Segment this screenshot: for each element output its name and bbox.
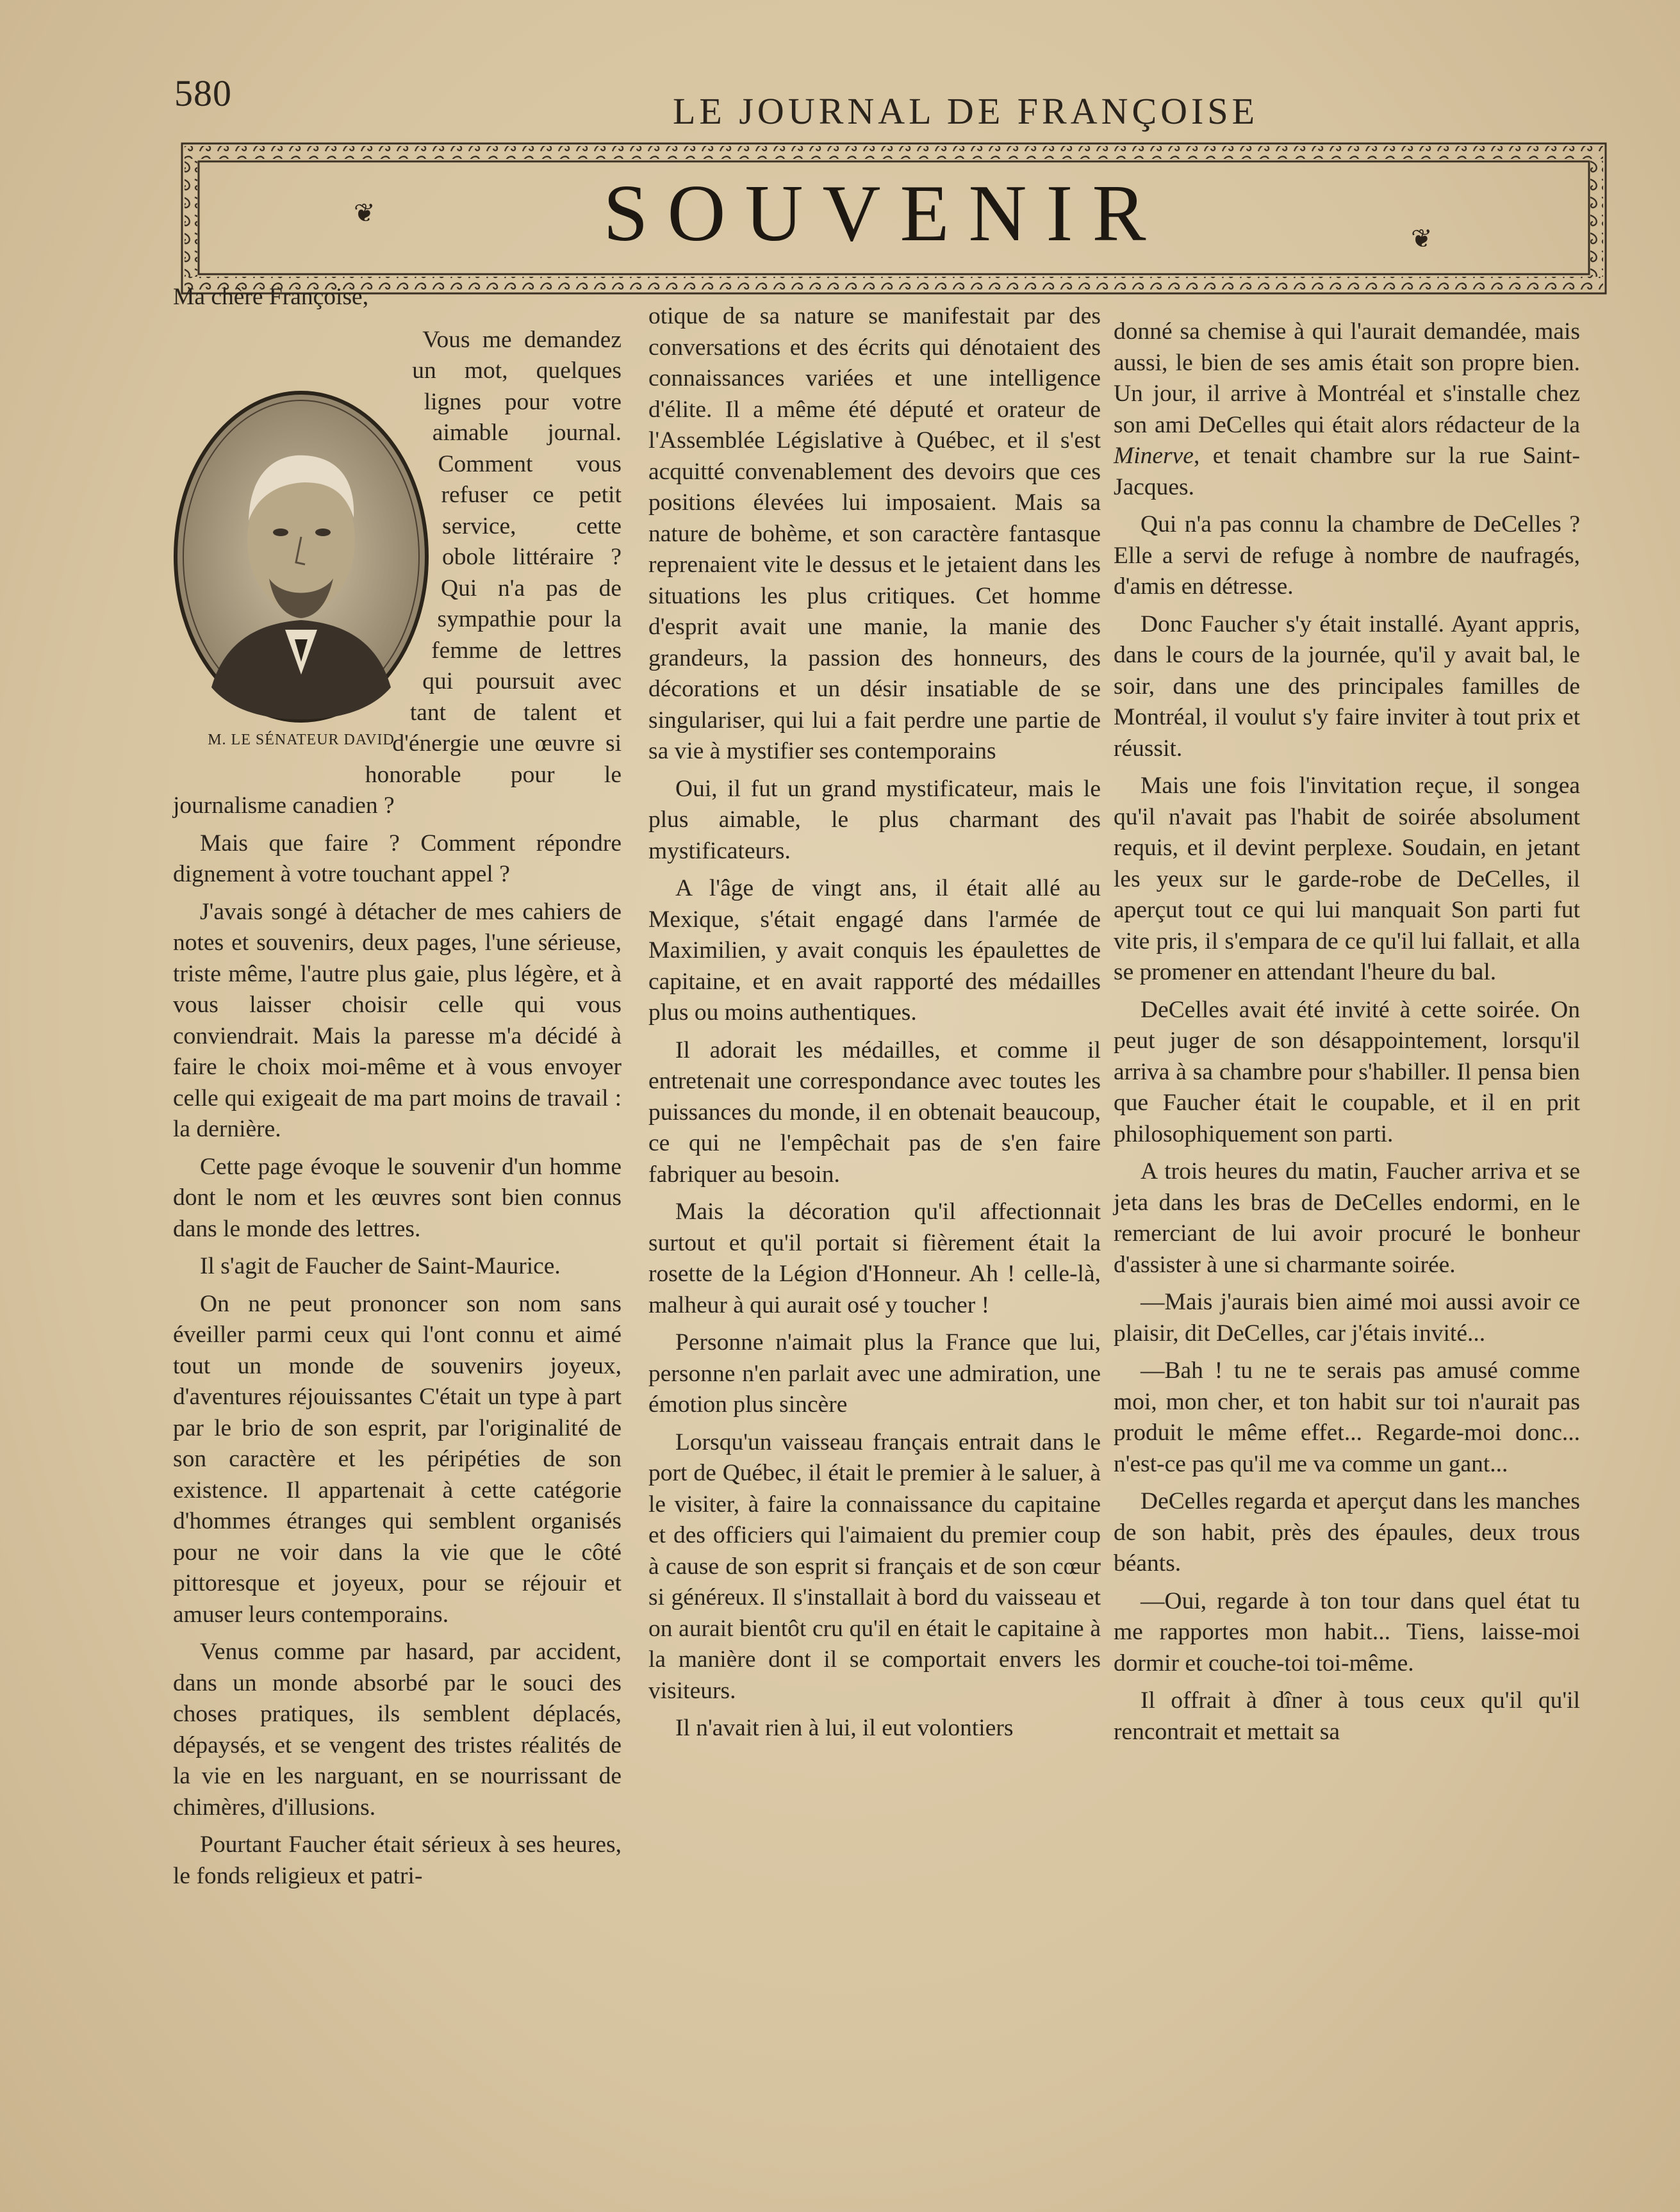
paragraph: Lorsqu'un vaisseau français entrait dans le port de Québec, il était le premier à le saluer, à le visiter, à faire la connaissance du capitaine et des officiers qui l'aimaient du premier coup à cause de son esprit si français et de son cœur si généreux. Il s'installait à bord du vaisseau et on aurait bientôt cru qu'il en était le capitaine à la manière dont il se comportait envers les visiteurs. <box>648 1429 1101 1704</box>
paragraph: Il offrait à dîner à tous ceux qu'il qu'il rencontrait et mettait sa <box>1114 1687 1580 1745</box>
paragraph: Venus comme par hasard, par accident, dans un monde absorbé par le souci des choses pratiques, ils semblent déplacés, dépaysés, et se vengent des tristes réalités de la vie en les narguant, en se nourrissant de chimères, d'illusions. <box>173 1639 622 1821</box>
paragraph <box>1114 316 1580 503</box>
paragraph: Il adorait les médailles, et comme il entretenait une correspondance avec toutes les puissances du monde, il en obtenait beaucoup, ce qui ne l'empêchait pas de s'en faire fabriquer au besoin. <box>648 1036 1101 1188</box>
leaf-ornament-icon: ❦ <box>1411 224 1433 254</box>
paragraph: —Bah ! tu ne te serais pas amusé comme moi, mon cher, et ton habit sur toi n'aurait pas produit le même effet... Regarde-moi donc... n'est-ce pas qu'il me va comme un gant... <box>1114 1357 1580 1477</box>
salutation: Ma chère Françoise, <box>173 284 369 310</box>
paragraph: Mais que faire ? Comment répondre dignement à votre touchant appel ? <box>173 830 622 887</box>
paragraph: —Mais j'aurais bien aimé moi aussi avoir ce plaisir, dit DeCelles, car j'étais invité... <box>1114 1289 1580 1347</box>
leaf-ornament-icon: ❦ <box>354 199 375 228</box>
paragraph: Mais la décoration qu'il affectionnait surtout et qu'il portait si fièrement était la rosette de la Légion d'Honneur. Ah ! celle-là, malheur à qui aurait osé y toucher ! <box>648 1199 1101 1318</box>
paragraph: Il n'avait rien à lui, il eut volontiers <box>675 1715 1014 1741</box>
paragraph: —Oui, regarde à ton tour dans quel état tu me rapportes mon habit... Tiens, laisse-moi dormir et couche-toi toi-même. <box>1114 1587 1580 1676</box>
paragraph: Qui n'a pas connu la chambre de DeCelles ? Elle a servi de refuge à nombre de naufragés, d'amis en détresse. <box>1114 511 1580 600</box>
paragraph: Cette page évoque le souvenir d'un homme dont le nom et les œuvres sont bien connus dans le monde des lettres. <box>173 1153 622 1242</box>
page-number: 580 <box>174 72 232 114</box>
article-column-2 <box>648 301 1101 1751</box>
article-column-1 <box>173 282 622 1898</box>
portrait-image <box>167 386 436 732</box>
portrait-figure <box>167 386 436 790</box>
newspaper-name: Minerve <box>1114 443 1194 469</box>
article-column-3 <box>1114 316 1580 1754</box>
paragraph: J'avais songé à détacher de mes cahiers de notes et souvenirs, deux pages, l'une sérieuse, triste même, l'autre plus gaie, plus légère, et à vous laisser choisir celle qui vous conviendrait. Mais la paresse m'a décidé à faire le choix moi-même et à vous envoyer celle qui exigeait de ma part moins de travail : la dernière. <box>173 898 622 1142</box>
paragraph: Oui, il fut un grand mystificateur, mais le plus aimable, le plus charmant des mystificateurs. <box>648 775 1101 864</box>
paragraph: Personne n'aimait plus la France que lui, personne n'en parlait avec une admiration, une émotion plus sincère <box>648 1329 1101 1418</box>
section-title: SOUVENIR <box>603 169 1165 258</box>
running-head: LE JOURNAL DE FRANÇOISE <box>673 90 1259 132</box>
paragraph: otique de sa nature se manifestait par des conversations et des écrits qui dénotaient des connaissances variées et une intelligence d'élite. Il a même été député et orateur de l'Assemblée Législative à Québec, et il s'est acquitté convenablement des devoirs que ces positions élevées lui imposaient. Mais sa nature de bohème, et son caractère fantasque reprenaient vite le dessus et le jetaient dans les situations les plus critiques. Cet homme d'esprit avait une manie, la manie des grandeurs, la passion des honneurs, des décorations et un désir insatiable de se singulariser, qui lui a fait perdre une partie de sa vie à mystifier ses contemporains <box>648 303 1101 764</box>
paragraph: On ne peut prononcer son nom sans éveiller parmi ceux qui l'ont connu et aimé tout un monde de souvenirs joyeux, d'aventures réjouissantes C'était un type à part par le brio de son esprit, par l'originalité de son caractère et les péripéties de son existence. Il appartenait à cette catégorie d'hommes étranges qui semblent organisés pour ne voir dans la vie que le côté pittoresque et joyeux, pour se réjouir et amuser leurs contemporains. <box>173 1290 622 1628</box>
paragraph: A trois heures du matin, Faucher arriva et se jeta dans les bras de DeCelles endormi, en le remerciant de lui avoir procuré le bonheur d'assister à une si charmante soirée. <box>1114 1158 1580 1278</box>
paragraph: Il s'agit de Faucher de Saint-Maurice. <box>200 1253 561 1279</box>
paragraph: DeCelles regarda et aperçut dans les manches de son habit, près des épaules, deux trous béants. <box>1114 1488 1580 1577</box>
paragraph: Pourtant Faucher était sérieux à ses heures, le fonds religieux et patri- <box>173 1831 622 1889</box>
paragraph-text: , et tenait chambre sur la rue Saint-Jacques. <box>1114 443 1580 500</box>
paragraph: DeCelles avait été invité à cette soirée. On peut juger de son désappointement, lorsqu'il arriva à sa chambre pour s'habiller. Il pensa bien que Faucher était le coupable, et il en prit philosophiquement son parti. <box>1114 996 1580 1147</box>
paragraph: A l'âge de vingt ans, il était allé au Mexique, s'était engagé dans l'armée de Maximilien, y avait conquis les épaulettes de capitaine, et en avait rapporté des médailles plus ou moins authentiques. <box>648 875 1101 1026</box>
paragraph: Mais une fois l'invitation reçue, il songea qu'il n'avait pas l'habit de soirée absolument requis, et il devint perplexe. Soudain, en jetant les yeux sur le garde-robe de DeCelles, il aperçut tout ce qui lui manquait Son parti fut vite pris, il s'empara de ce qu'il lui fallait, et alla se promener en attendant l'heure du bal. <box>1114 773 1580 985</box>
paragraph: Vous me demandez un mot, quelques lignes pour votre aimable journal. Comment vous refuser ce petit service, cette obole littéraire ? Qui n'a pas de sympathie pour la femme de lettres qui poursuit avec tant de talent et d'énergie une œuvre si honorable pour le journalisme canadien ? <box>173 326 622 819</box>
portrait-caption: M. LE SÉNATEUR DAVID <box>208 731 395 748</box>
paragraph: Donc Faucher s'y était installé. Ayant appris, dans le cours de la journée, qu'il y avait bal, le soir, dans une des principales familles de Montréal, il voulut s'y faire inviter à tout prix et réussit. <box>1114 610 1580 762</box>
paragraph-text: donné sa chemise à qui l'aurait demandée, mais aussi, le bien de ses amis était son propre bien. Un jour, il arrive à Montréal et s'installe chez son ami DeCelles qui était alors rédacteur de la <box>1114 318 1580 438</box>
